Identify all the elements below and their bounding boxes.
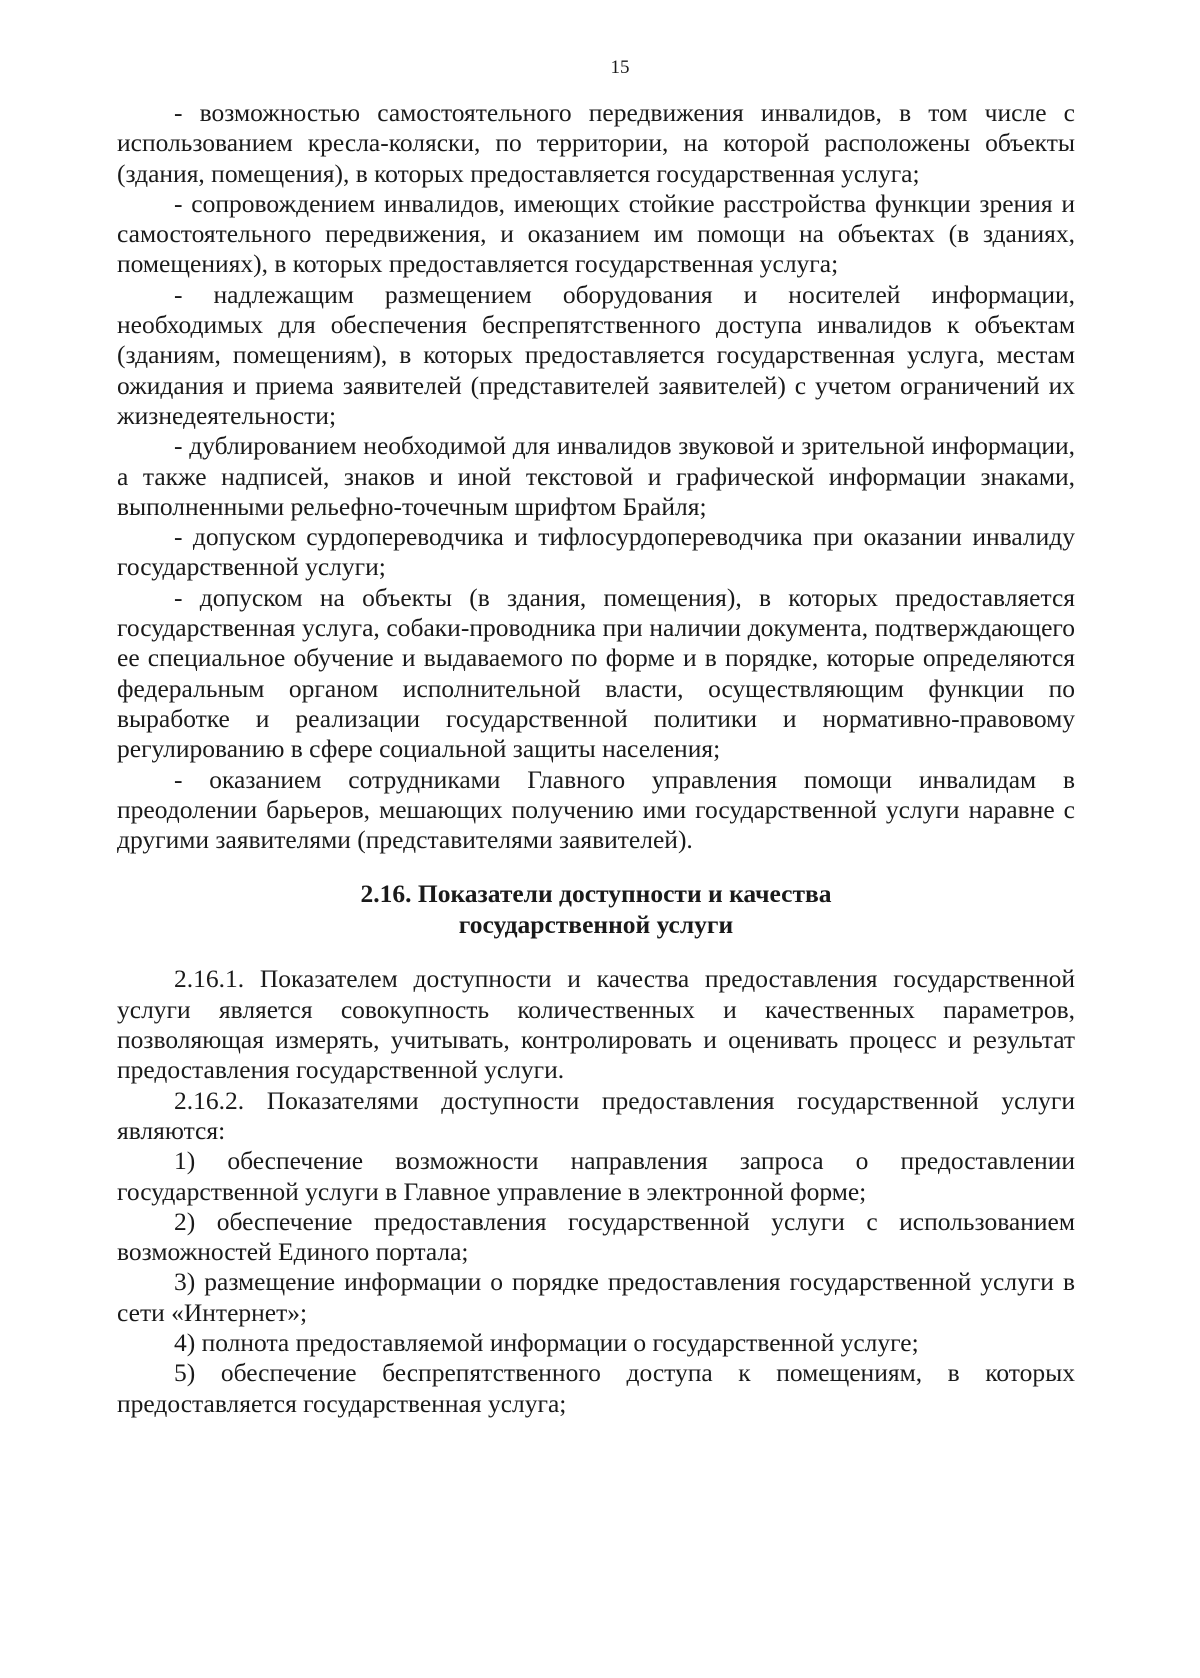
list-item-5: 5) обеспечение беспрепятственного доступа к помещениям, в которых предоставляется государственная услуга; [117, 1358, 1075, 1418]
paragraph-braille-duplication: - дублированием необходимой для инвалидов звуковой и зрительной информации, а также надписей, знаков и иной текстовой и графической информации знаками, выполненными рельефно-точечным шрифтом Брайля; [117, 431, 1075, 521]
section-heading-line-1: 2.16. Показатели доступности и качества [360, 879, 832, 909]
paragraph-2-16-1: 2.16.1. Показателем доступности и качества предоставления государственной услуги является совокупность количественных и качественных параметров, позволяющая измерять, учитывать, контролировать и оценивать процесс и результат предоставления государственной услуги. [117, 964, 1075, 1085]
list-item-4: 4) полнота предоставляемой информации о государственной услуге; [174, 1327, 919, 1357]
paragraph-sign-interpreter: - допуском сурдопереводчика и тифлосурдопереводчика при оказании инвалиду государственной услуги; [117, 522, 1075, 582]
paragraph-equipment-placement: - надлежащим размещением оборудования и носителей информации, необходимых для обеспечения беспрепятственного доступа инвалидов к объектам (зданиям, помещениям), в которых предоставляется государственная услуга, местам ожидания и приема заявителей (представителей заявителей) с учетом ограничений их жизнедеятельности; [117, 279, 1075, 430]
document-body [117, 98, 1075, 1419]
section-heading-line-2: государственной услуги [458, 910, 734, 940]
paragraph-guide-dog: - допуском на объекты (в здания, помещения), в которых предоставляется государственная услуга, собаки-проводника при наличии документа, подтверждающего ее специальное обучение и выдаваемого по форме и в порядке, которые определяются федеральным органом исполнительной власти, осуществляющим функции по выработке и реализации государственной политики и нормативно-правовому регулированию в сфере социальной защиты населения; [117, 582, 1075, 764]
list-item-1: 1) обеспечение возможности направления запроса о предоставлении государственной услуги в Главное управление в электронной форме; [117, 1146, 1075, 1206]
page-number: 15 [610, 57, 630, 78]
paragraph-wheelchair-access: - возможностью самостоятельного передвижения инвалидов, в том числе с использованием кресла-коляски, по территории, на которой расположены объекты (здания, помещения), в которых предоставляется государственная услуга; [117, 98, 1075, 188]
paragraph-2-16-2: 2.16.2. Показателями доступности предоставления государственной услуги являются: [117, 1085, 1075, 1145]
list-item-2: 2) обеспечение предоставления государственной услуги с использованием возможностей Единого портала; [117, 1206, 1075, 1267]
paragraph-staff-assistance: - оказанием сотрудниками Главного управления помощи инвалидам в преодолении барьеров, мешающих получению ими государственной услуги наравне с другими заявителями (представителями заявителей). [117, 764, 1075, 855]
list-item-3: 3) размещение информации о порядке предоставления государственной услуги в сети «Интернет»; [117, 1267, 1075, 1327]
paragraph-escort-assistance: - сопровождением инвалидов, имеющих стойкие расстройства функции зрения и самостоятельного передвижения, и оказанием им помощи на объектах (в зданиях, помещениях), в которых предоставляется государственная услуга; [117, 188, 1075, 279]
section-heading [117, 878, 1075, 940]
